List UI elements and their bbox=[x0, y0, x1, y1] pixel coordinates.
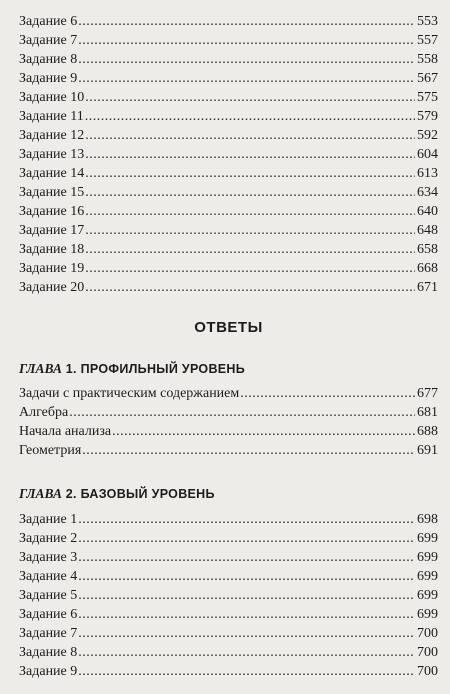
entry-label: Задачи с практическим содержанием bbox=[19, 386, 240, 401]
entry-label: Задание 8 bbox=[19, 645, 78, 660]
dot-leader bbox=[85, 145, 415, 164]
dot-leader bbox=[85, 259, 415, 278]
toc-entry bbox=[19, 529, 438, 548]
entry-label: Задание 19 bbox=[19, 261, 85, 276]
entry-label: Задание 12 bbox=[19, 128, 85, 143]
toc-entry bbox=[19, 586, 438, 605]
entry-label: Задание 17 bbox=[19, 223, 85, 238]
entry-page-number: 613 bbox=[417, 166, 438, 181]
dot-leader bbox=[78, 643, 415, 662]
entry-page-number: 648 bbox=[417, 223, 438, 238]
entry-label: Задание 13 bbox=[19, 147, 85, 162]
toc-entry bbox=[19, 510, 438, 529]
dot-leader bbox=[78, 624, 415, 643]
entry-page-number: 699 bbox=[417, 607, 438, 622]
toc-entry bbox=[19, 643, 438, 662]
toc-entry bbox=[19, 605, 438, 624]
toc-entry bbox=[19, 107, 438, 126]
dot-leader bbox=[78, 12, 415, 31]
chapter-2-list bbox=[19, 510, 438, 681]
toc-entry bbox=[19, 50, 438, 69]
entry-page-number: 634 bbox=[417, 185, 438, 200]
toc-entry bbox=[19, 69, 438, 88]
toc-entry bbox=[19, 278, 438, 297]
chapter-title: 2. БАЗОВЫЙ УРОВЕНЬ bbox=[62, 487, 215, 501]
chapter-1-heading bbox=[19, 359, 438, 379]
entry-label: Задание 9 bbox=[19, 664, 78, 679]
entry-label: Задание 5 bbox=[19, 588, 78, 603]
entry-page-number: 604 bbox=[417, 147, 438, 162]
dot-leader bbox=[85, 164, 415, 183]
toc-entry bbox=[19, 202, 438, 221]
entry-page-number: 671 bbox=[417, 280, 438, 295]
dot-leader bbox=[85, 107, 415, 126]
entry-label: Задание 8 bbox=[19, 52, 78, 67]
entry-page-number: 677 bbox=[417, 386, 438, 401]
toc-page bbox=[19, 0, 438, 694]
toc-entry bbox=[19, 88, 438, 107]
dot-leader bbox=[78, 529, 415, 548]
entry-label: Задание 9 bbox=[19, 71, 78, 86]
chapter-title: 1. ПРОФИЛЬНЫЙ УРОВЕНЬ bbox=[62, 362, 246, 376]
dot-leader bbox=[69, 403, 415, 422]
entry-page-number: 699 bbox=[417, 531, 438, 546]
dot-leader bbox=[85, 240, 415, 259]
entry-label: Задание 10 bbox=[19, 90, 85, 105]
toc-entry bbox=[19, 441, 438, 460]
dot-leader bbox=[82, 441, 415, 460]
dot-leader bbox=[85, 278, 415, 297]
entry-label: Геометрия bbox=[19, 443, 82, 458]
entry-label: Задание 6 bbox=[19, 14, 78, 29]
toc-entry bbox=[19, 221, 438, 240]
entry-label: Задание 20 bbox=[19, 280, 85, 295]
entry-label: Алгебра bbox=[19, 405, 69, 420]
dot-leader bbox=[78, 662, 415, 681]
dot-leader bbox=[78, 567, 415, 586]
entry-label: Задание 14 bbox=[19, 166, 85, 181]
dot-leader bbox=[85, 221, 415, 240]
entry-label: Задание 7 bbox=[19, 626, 78, 641]
entry-label: Задание 3 bbox=[19, 550, 78, 565]
dot-leader bbox=[78, 50, 415, 69]
entry-label: Задание 1 bbox=[19, 512, 78, 527]
dot-leader bbox=[85, 202, 415, 221]
dot-leader bbox=[85, 126, 415, 145]
entry-page-number: 592 bbox=[417, 128, 438, 143]
toc-entry bbox=[19, 145, 438, 164]
entry-page-number: 699 bbox=[417, 550, 438, 565]
entry-page-number: 558 bbox=[417, 52, 438, 67]
dot-leader bbox=[78, 31, 415, 50]
entry-label: Задание 7 bbox=[19, 33, 78, 48]
entry-label: Задание 2 bbox=[19, 531, 78, 546]
toc-entry bbox=[19, 259, 438, 278]
entry-label: Задание 11 bbox=[19, 109, 84, 124]
entry-label: Задание 15 bbox=[19, 185, 85, 200]
toc-entry bbox=[19, 403, 438, 422]
entry-page-number: 640 bbox=[417, 204, 438, 219]
chapter-2-heading bbox=[19, 484, 438, 504]
entry-label: Начала анализа bbox=[19, 424, 112, 439]
dot-leader bbox=[85, 183, 415, 202]
dot-leader bbox=[78, 605, 415, 624]
toc-entry bbox=[19, 31, 438, 50]
entry-page-number: 691 bbox=[417, 443, 438, 458]
toc-entry bbox=[19, 183, 438, 202]
entry-page-number: 553 bbox=[417, 14, 438, 29]
toc-entry bbox=[19, 384, 438, 403]
entry-label: Задание 4 bbox=[19, 569, 78, 584]
entry-page-number: 557 bbox=[417, 33, 438, 48]
toc-entry bbox=[19, 662, 438, 681]
toc-entry bbox=[19, 624, 438, 643]
dot-leader bbox=[78, 586, 415, 605]
dot-leader bbox=[85, 88, 415, 107]
toc-entry bbox=[19, 548, 438, 567]
entry-page-number: 567 bbox=[417, 71, 438, 86]
dot-leader bbox=[112, 422, 415, 441]
entry-page-number: 668 bbox=[417, 261, 438, 276]
toc-entry bbox=[19, 240, 438, 259]
entry-label: Задание 16 bbox=[19, 204, 85, 219]
chapter-word: ГЛАВА bbox=[19, 361, 62, 376]
dot-leader bbox=[78, 69, 415, 88]
entry-page-number: 700 bbox=[417, 645, 438, 660]
chapter-1-list bbox=[19, 384, 438, 460]
toc-entry bbox=[19, 422, 438, 441]
dot-leader bbox=[240, 384, 415, 403]
entry-page-number: 700 bbox=[417, 626, 438, 641]
dot-leader bbox=[78, 510, 415, 529]
top-task-list bbox=[19, 12, 438, 297]
entry-page-number: 688 bbox=[417, 424, 438, 439]
entry-page-number: 698 bbox=[417, 512, 438, 527]
entry-page-number: 579 bbox=[417, 109, 438, 124]
entry-page-number: 700 bbox=[417, 664, 438, 679]
chapter-word: ГЛАВА bbox=[19, 486, 62, 501]
entry-page-number: 575 bbox=[417, 90, 438, 105]
entry-page-number: 681 bbox=[417, 405, 438, 420]
answers-section-title: ОТВЕТЫ bbox=[194, 319, 263, 336]
toc-entry bbox=[19, 12, 438, 31]
toc-entry bbox=[19, 126, 438, 145]
dot-leader bbox=[78, 548, 415, 567]
toc-entry bbox=[19, 164, 438, 183]
entry-page-number: 699 bbox=[417, 588, 438, 603]
toc-entry bbox=[19, 567, 438, 586]
entry-label: Задание 18 bbox=[19, 242, 85, 257]
entry-label: Задание 6 bbox=[19, 607, 78, 622]
entry-page-number: 658 bbox=[417, 242, 438, 257]
entry-page-number: 699 bbox=[417, 569, 438, 584]
